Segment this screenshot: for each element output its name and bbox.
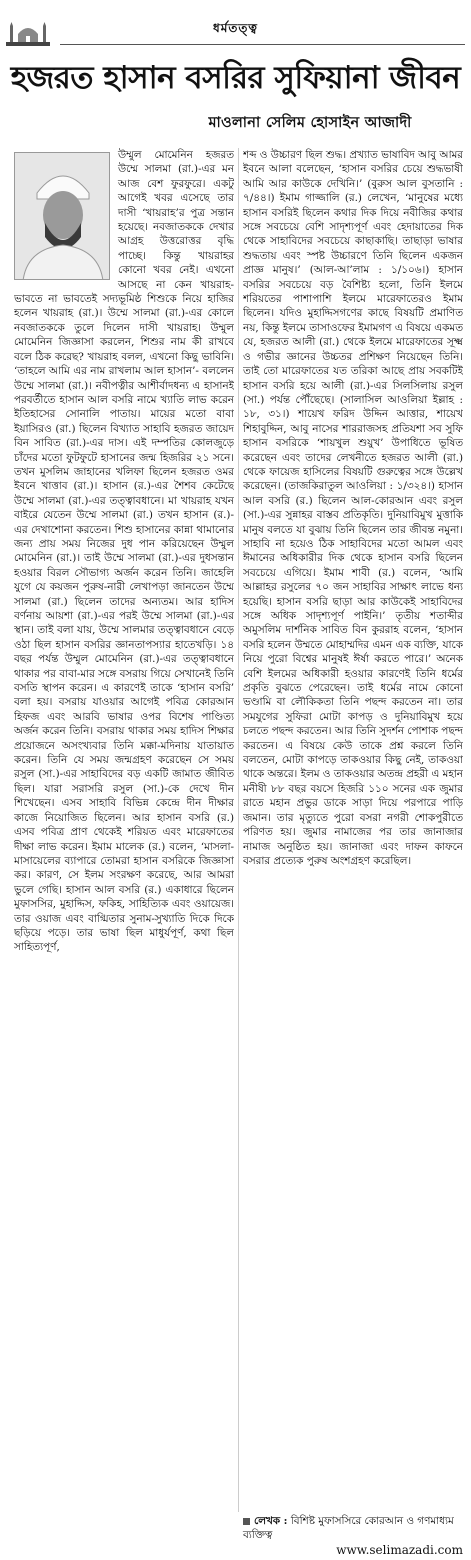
article-title: হজরত হাসান বসরির সুফিয়ানা জীবন: [10, 60, 461, 96]
article-column-2: [243, 148, 463, 1512]
author-photo: [14, 152, 110, 280]
author-name: মাওলানা সেলিম হোসাইন আজাদী: [208, 114, 412, 131]
byline-text: বিশিষ্ট মুফাসসিরে কোরআন ও গণমাধ্যম ব্যক্তিত্ব: [243, 1515, 454, 1541]
website-link[interactable]: www.selimazadi.com: [336, 1543, 463, 1557]
column-divider: [238, 148, 239, 1512]
section-label: ধর্মতত্ত্ব: [213, 21, 258, 35]
header-rule: [60, 44, 465, 45]
column-1-text: উম্মুল মোমেনিন হজরত উম্মে সালমা (রা.)-এর মন আজ বেশ ফুরফুরে। একটু আগেই খবর এসেছে তার দাসী ‘খায়রাহ’র পুত্র সন্তান হয়েছে। নবজাতককে দেখার আগ্রহ উত্তরোত্তর বৃদ্ধি পাচ্ছে। কিন্তু খায়রাহর কোনো খবর নেই। এখনো আসছে না কেন খায়রাহ- ভাবতে না ভাবতেই সদ্যভূমিষ্ঠ শিশুকে নিয়ে হাজির হলেন খায়রাহ (রা.)। উম্মে সালমা (রা.)-এর কোলে নবজাতককে তুলে দিলেন দাসী খায়রাহ। উম্মুল মোমেনিন জিজ্ঞাসা করলেন, শিশুর নাম কী রাখবে বলে ঠিক করেছ? খায়রাহ বলল, এখনো কিছু ভাবিনি। ‘তাহলে আমি এর নাম রাখলাম আল হাসান’- বললেন উম্মে সালমা (রা.)। নবীপত্নীর আশীর্বাদধন্য এ হাসানই পরবর্তীতে হাসান আল বসরি নামে খ্যাতি লাভ করেন ইতিহাসের সোনালি পাতায়। মায়ের মতো বাবা ইয়াসিরও (রা.) ছিলেন বিখ্যাত সাহাবি হজরত জায়েদ বিন সাবিত (রা.)-এর দাস। এই দম্পতির কোলজুড়ে চাঁদের মতো ফুটফুটে হাসানের জন্ম হিজরির ২১ সনে। তখন মুসলিম জাহানের খলিফা ছিলেন হজরত ওমর ইবনে খাত্তাব (রা.)। হাসান (র.)-এর শৈশব কেটেছে উম্মে সালমা (রা.)-এর তত্ত্বাবধানে। মা খায়রাহ যখন বাইরে যেতেন উম্মে সালমা (রা.) তখন হাসান (র.)-এর দেখাশোনা করতেন। শিশু হাসানের কান্না থামানোর জন্য প্রায় সময় নিজের দুধ পান করিয়েছেন উম্মুল মোমেনিন (রা.)। তাই উম্মে সালমা (রা.)-এর দুধসন্তান হওয়ার বিরল সৌভাগ্য অর্জন করেন তিনি। জাহেলি যুগে যে কয়জন পুরুষ-নারী লেখাপড়া জানতেন উম্মে সালমা (রা.) ছিলেন তাদের অন্যতম। আর হাদিস বর্ণনায় আয়শা (রা.)-এর পরই উম্মে সালমা (রা.)-এর স্থান। তাই বলা যায়, উম্মে সালমার তত্ত্বাবধানে বেড়ে ওঠা ছিল হাসান বসরির জ্ঞানতাপস্যার হাতেখড়ি। ১৪ বছর পর্যন্ত উম্মুল মোমেনিন (রা.)-এর তত্ত্বাবধানে থাকার পর বাবা-মার সঙ্গে বসরায় গিয়ে সেখানেই তিনি বসতি স্থাপন করেন। এ কারণেই তাকে ‘হাসান বসরি’ বলা হয়। বসরায় যাওয়ার আগেই পবিত্র কোরআন হিফজ এবং আরবি ভাষার ওপর বিশেষ পাণ্ডিত্য অর্জন করেন তিনি। বসরায় থাকার সময় হাদিস শিক্ষার প্রয়োজনে অসংখ্যবার তিনি মক্কা-মদিনায় যাতায়াত করেন। তিনি যে সময় জন্মগ্রহণ করেছেন সে সময় রসুল (সা.)-এর সাহাবিদের বড় একটি জামাত জীবিত ছিল। যারা সরাসরি রসুল (সা.)-কে দেখে দীন শিখেছেন। এসব সাহাবি বিভিন্ন কেন্দ্রে দীন দীক্ষার কাজে নিয়োজিত ছিলেন। আর হাসান বসরি (র.) এসব পবিত্র প্রাণ থেকেই শরিয়ত এবং মারেফাতের দীক্ষা লাভ করেন। ইমাম মালেক (র.) বলেন, ‘মাসলা-মাসায়েলের ব্যাপারে তোমরা হাসান বসরিকে জিজ্ঞাসা কর। কারণ, সে ইলম সংরক্ষণ করেছে, আর আমরা ভুলে গেছি। হাসান আল বসরি (র.) একাধারে ছিলেন মুফাসসির, মুহাদ্দিস, ফকিহ, সাহিত্যিক এবং ওয়ায়েজ। তার ওয়াজ এবং বাগ্মিতার সুনাম-সুখ্যাতি দিকে দিকে ছড়িয়ে পড়ে। তার ভাষা ছিল মাধুর্যপূর্ণ, কথা ছিল সাহিত্যপূর্ণ,: [14, 149, 234, 954]
top-strip: [0, 0, 471, 10]
section-header: [0, 14, 471, 48]
article-column-1: [14, 148, 234, 1512]
column-2-text: শব্দ ও উচ্চারণ ছিল শুদ্ধ। প্রখ্যাত ভাষাবিদ আবু আমর ইবনে আলা বলেছেন, ‘হাসান বসরির চেয়ে শুদ্ধভাষী আমি আর কাউকে দেখিনি।’ (বুরুস আল বুসতানি : ৭/৪৪।) ইমাম গাজ্জালি (র.) লেখেন, ‘মানুষের মধ্যে হাসান বসরিই ছিলেন কথার দিক দিয়ে নবীজির কথার সঙ্গে সবচেয়ে বেশি সাদৃশ্যপূর্ণ এবং হেদায়াতের দিক থেকে সাহাবিদের সবচেয়ে কাছাকাছি। তাছাড়া ভাষার শুদ্ধতায় এবং স্পষ্ট উচ্চারণে তিনি ছিলেন একজন প্রাজ্ঞ মানুষ।’ (আল-আ’লাম : ১/১০৬।) হাসান বসরির সবচেয়ে বড় বৈশিষ্ট্য হলো, তিনি ইলমে শরিয়তের পাশাপাশি ইলমে মারেফাতেরও ইমাম ছিলেন। যদিও মুহাদ্দিসগণের কাছে বিষয়টি প্রমাণিত নয়, কিন্তু ইলমে তাসাওফের ইমামগণ এ বিষয়ে একমত যে, হজরত আলী (রা.) থেকে ইলমে মারেফাতের সূক্ষ্ম ও গভীর জ্ঞানের উচ্চতর প্রশিক্ষণ নিয়েছেন তিনি। তাই তো মারেফাতের যত তরিকা আছে প্রায় সবকটিই হাসান বসরি হয়ে আলী (রা.)-এর সিলসিলায় রসুল (সা.) পর্যন্ত পৌঁছেছে। (সালাসিল আওলিয়া ইল্লাহ : ১৮, ৩১।) শায়েখ ফরিদ উদ্দিন আত্তার, শায়েখ শিহাবুদ্দিন, আবু নাসের শাররাজসহ প্রতিযশা সব সুফি হাসান বসরিকে ‘শায়খুল শুয়ুখ’ উপাধিতে ভূষিত করেছেন এবং তাদের লেখনীতে হজরত আলী (রা.) থেকে ফায়েজ হাসিলের বিষয়টি গুরুত্বের সঙ্গে উল্লেখ করেছেন। (তাজকিরাতুল আওলিয়া : ১/৩২৪।) হাসান আল বসরি (র.) ছিলেন আল-কোরআন এবং রসুল (সা.)-এর সুন্নাহর বাস্তব প্রতিকৃতি। দুনিয়াবিমুখ মুত্তাকি মানুষ বলতে যা বুঝায় তিনি ছিলেন তার জীবন্ত নমুনা। সাহাবি না হয়েও ঠিক সাহাবিদের মতো আমল এবং ঈমানের অধিকারীর দিক থেকে হাসান বসরি ছিলেন সবচেয়ে এগিয়ে। ইমাম শাবী (র.) বলেন, ‘আমি আল্লাহর রসুলের ৭০ জন সাহাবির সাক্ষাৎ লাভে ধন্য হয়েছি। হাসান বসরি ছাড়া আর কাউকেই সাহাবিদের সঙ্গে অধিক সাদৃশ্যপূর্ণ পাইনি।’ তৃতীয় শতাব্দীর অমুসলিম দার্শনিক সাবিত বিন কুররাহ বলেন, ‘হাসান বসরি হলেন উম্মতে মোহাম্মদির এমন এক ব্যক্তি, যাকে নিয়ে পুরো বিশ্বের মানুষই ঈর্ষা করতে পারে।’ অনেক বেশি ইলমের অধিকারী হওয়ার কারণেই তিনি ধর্মের প্রকৃতি বুঝতে পেরেছেন। তাই ধর্মের নামে কোনো ভণ্ডামি বা লৌকিকতা তিনি পছন্দ করতেন না। তার সমযুগের সুফিরা মোটা কাপড় ও দুনিয়াবিমুখ হয়ে চলতে পছন্দ করতেন। আর তিনি সুদর্শন পোশাক পছন্দ করতেন। এ বিষয়ে কেউ তাকে প্রশ্ন করলে তিনি বলতেন, মোটা কাপড়ে তাকওয়ার কিছু নেই, তাকওয়া থাকে অন্তরে। ইলম ও তাকওয়ার অতন্দ্র প্রহরী এ মহান মনীষী ৮৮ বছর বয়সে হিজরি ১১০ সনের এক জুমার রাতে মহান প্রভুর ডাকে সাড়া দিয়ে পরপারে পাড়ি জমান। তার মৃত্যুতে পুরো বসরা নগরী শোকপুরীতে পরিণত হয়। জুমার নামাজের পর তার জানাজার নামাজ অনুষ্ঠিত হয়। জানাজা এবং দাফন কাফনে বসরার প্রত্যেক পুরুষ অংশগ্রহণ করেছিল।: [243, 149, 463, 867]
byline: [243, 1514, 468, 1542]
square-bullet-icon: [243, 1518, 250, 1525]
byline-label: লেখক :: [254, 1515, 288, 1527]
